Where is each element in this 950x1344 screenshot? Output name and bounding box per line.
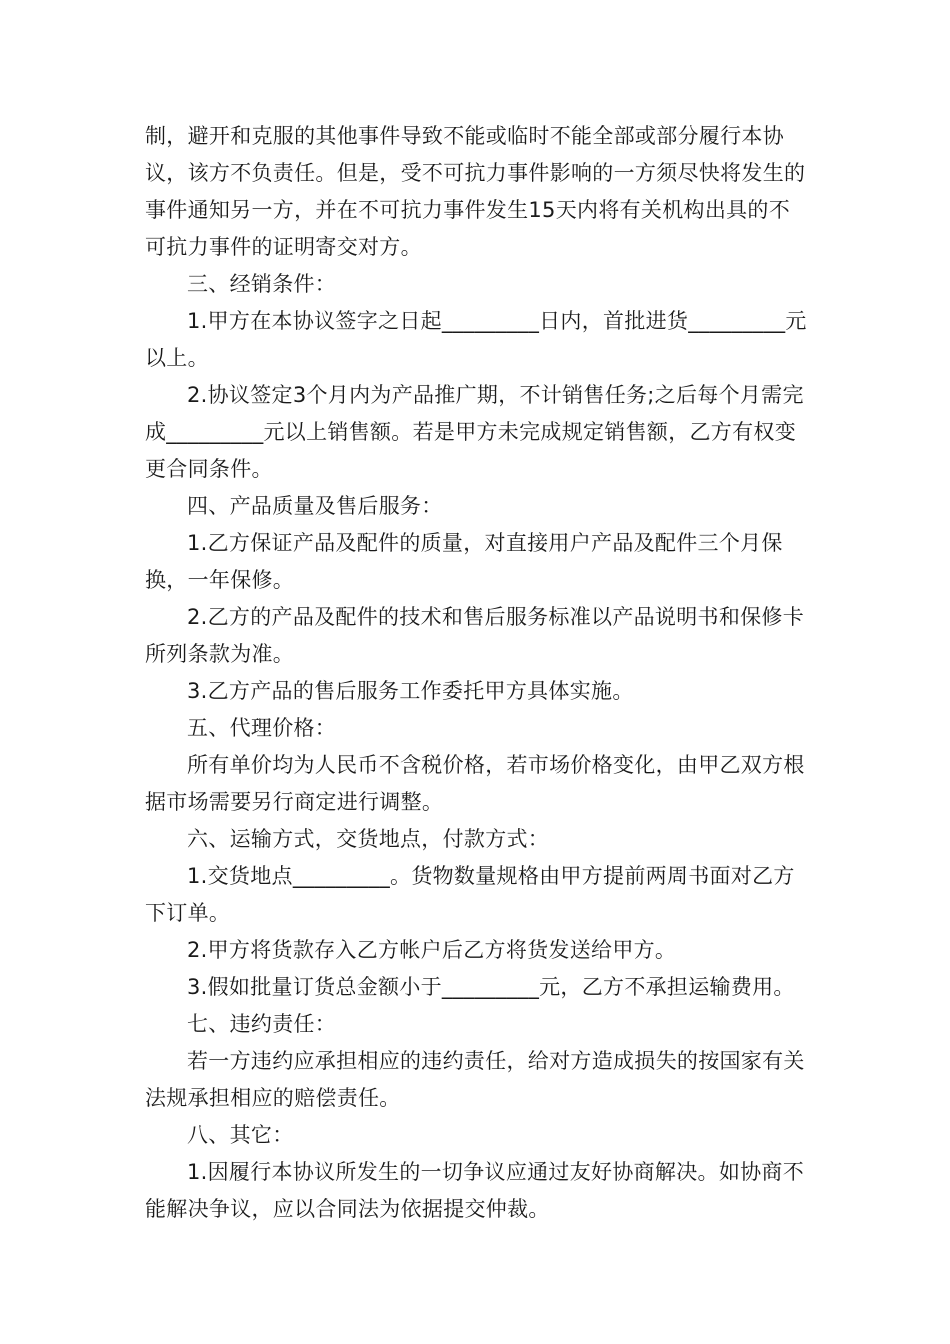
paragraph-payment-shipping: 2.甲方将货款存入乙方帐户后乙方将货发送给甲方。 — [187, 938, 677, 962]
heading-agency-price: 五、代理价格： — [187, 716, 337, 740]
paragraph-force-majeure-continued: 制，避开和克服的其他事件导致不能或临时不能全部或部分履行本协议，该方不负责任。但是，受不可抗力事件影响的一方须尽快将发生的事件通知另一方，并在不可抗力事件发生15天内将有关机构出具的不可抗力事件的证明寄交对方。 — [145, 124, 806, 259]
paragraph-freight-threshold: 3.假如批量订货总金额小于_________元，乙方不承担运输费用。 — [187, 975, 795, 999]
paragraph-promotion-period: 2.协议签定3个月内为产品推广期，不计销售任务;之后每个月需完成_________元以上销售额。若是甲方未完成规定销售额，乙方有权变更合同条件。 — [145, 383, 804, 481]
heading-distribution-conditions: 三、经销条件： — [187, 272, 337, 296]
paragraph-price-terms: 所有单价均为人民币不含税价格，若市场价格变化，由甲乙双方根据市场需要另行商定进行调整。 — [145, 753, 805, 814]
paragraph-breach-terms: 若一方违约应承担相应的违约责任，给对方造成损失的按国家有关法规承担相应的赔偿责任。 — [145, 1049, 805, 1110]
paragraph-dispute-resolution: 1.因履行本协议所发生的一切争议应通过友好协商解决。如协商不能解决争议，应以合同法为依据提交仲裁。 — [145, 1160, 805, 1221]
paragraph-service-delegation: 3.乙方产品的售后服务工作委托甲方具体实施。 — [187, 679, 634, 703]
heading-transport-delivery-payment: 六、运输方式，交货地点，付款方式： — [187, 827, 550, 851]
paragraph-delivery-location: 1.交货地点_________。货物数量规格由甲方提前两周书面对乙方下订单。 — [145, 864, 795, 925]
document-body — [145, 118, 807, 1228]
paragraph-quality-guarantee: 1.乙方保证产品及配件的质量，对直接用户产品及配件三个月保换，一年保修。 — [145, 531, 783, 592]
heading-breach-liability: 七、违约责任： — [187, 1012, 337, 1036]
heading-miscellaneous: 八、其它： — [187, 1123, 294, 1147]
paragraph-service-standard: 2.乙方的产品及配件的技术和售后服务标准以产品说明书和保修卡所列条款为准。 — [145, 605, 805, 666]
paragraph-first-purchase: 1.甲方在本协议签字之日起_________日内，首批进货_________元以上。 — [145, 309, 807, 370]
heading-quality-after-sales: 四、产品质量及售后服务： — [187, 494, 443, 518]
